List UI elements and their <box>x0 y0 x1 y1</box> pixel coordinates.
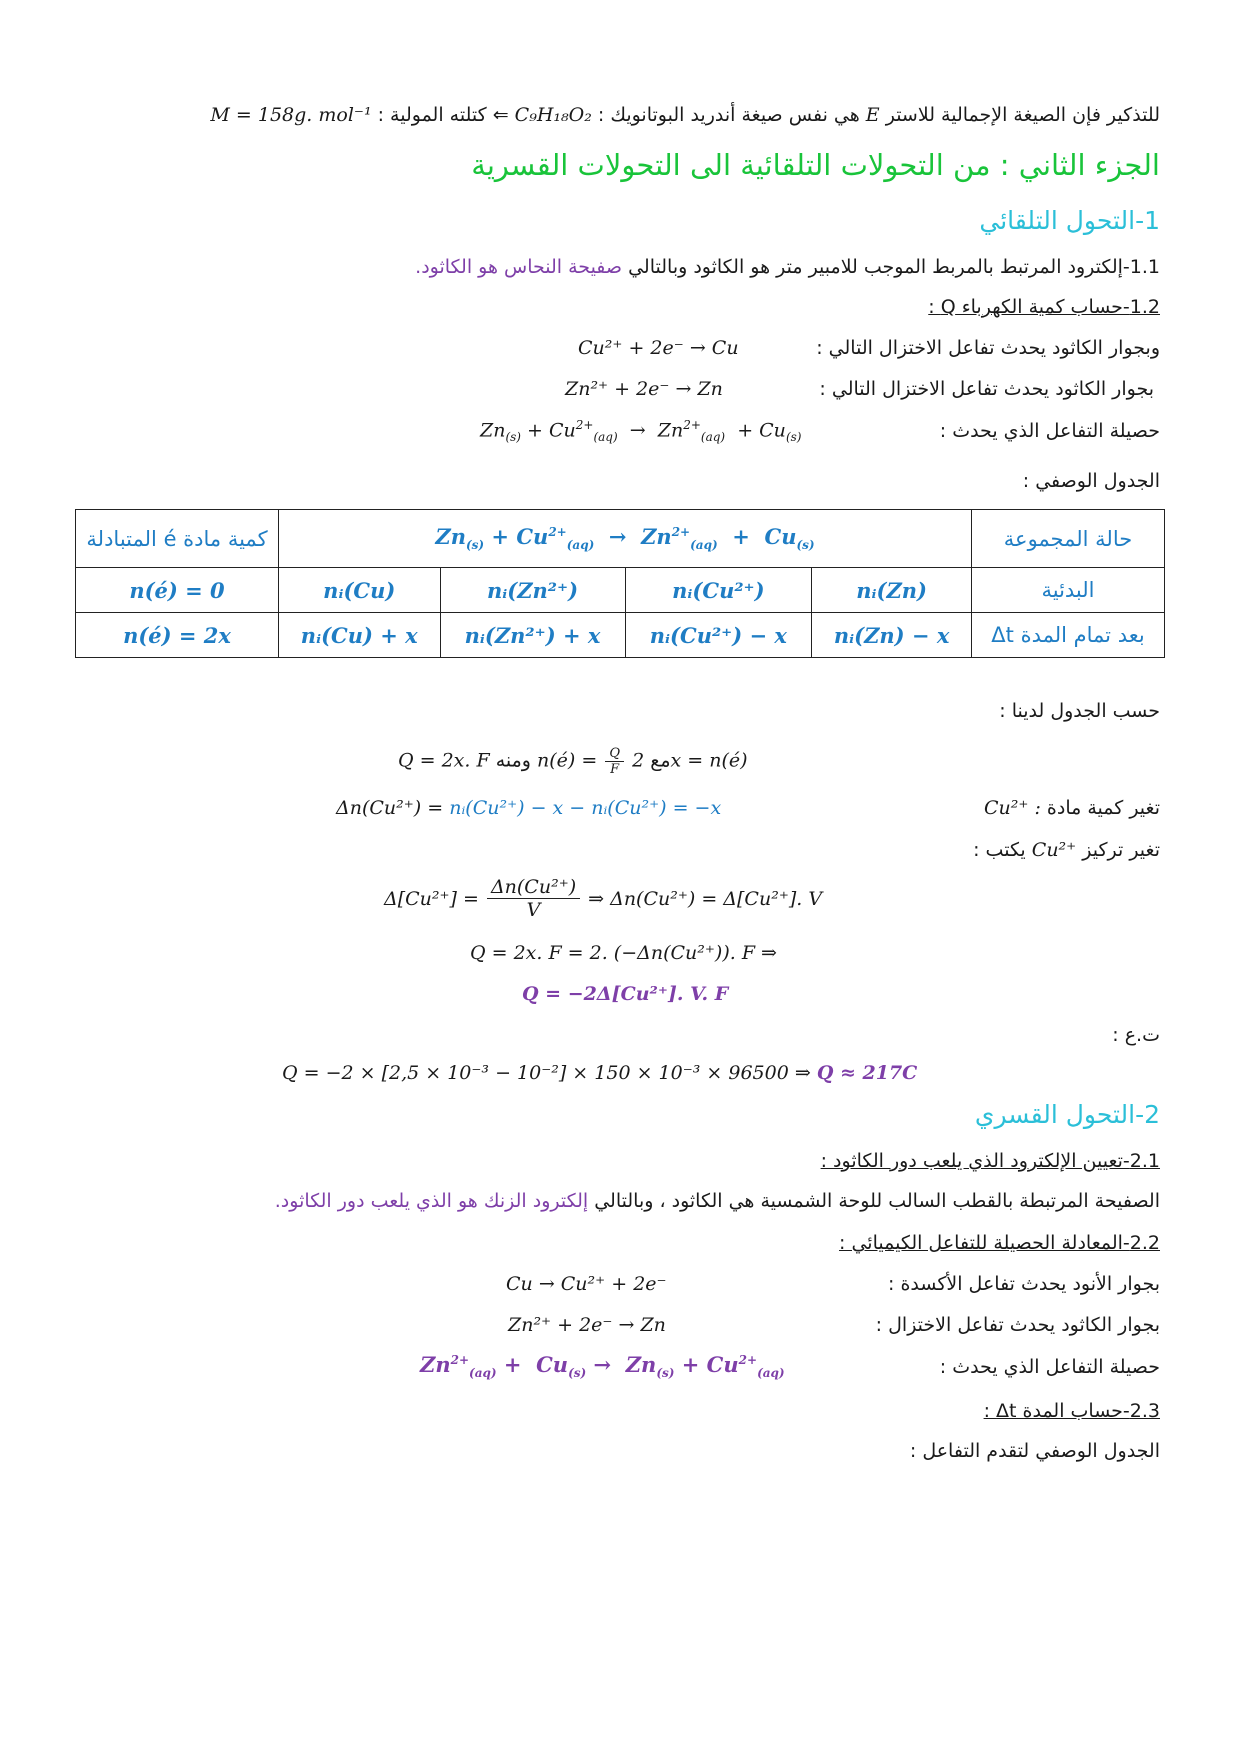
charge-eq-part1: Q = 2x. F <box>398 749 490 772</box>
cell-final-cu: nᵢ(Cu) + x <box>279 613 441 658</box>
dn-text-line <box>984 797 1160 819</box>
table-intro: الجدول الوصفي : <box>1022 470 1160 492</box>
numeric-eq-body: Q = −2 × [2,5 × 10⁻³ − 10⁻²] × 150 × 10⁻³ × 96500 ⇒ <box>282 1062 811 1084</box>
conc-eq-rhs: ⇒ Δn(Cu²⁺) = Δ[Cu²⁺]. V <box>588 887 823 910</box>
section1-title: 1-التحول التلقائي <box>979 206 1160 235</box>
cell-initial-cu: nᵢ(Cu) <box>279 568 441 613</box>
q21-answer: إلكترود الزنك هو الذي يلعب دور الكاثود. <box>274 1190 589 1212</box>
q22-overall-equation: $Zn^{2+}_{(aq)} + Cu_{(s)} \to Zn_{(s)} + Cu^{2+}_{(aq)}$ <box>420 1352 785 1381</box>
charge-eq-with: مع <box>650 749 671 772</box>
charge-equation-2: Q = 2x. F = 2. (−Δn(Cu²⁺)). F ⇒ <box>470 942 777 964</box>
question-2-1-heading: 2.1-تعيين الإلكترود الذي يلعب دور الكاثود : <box>820 1150 1160 1172</box>
numeric-equation <box>282 1062 917 1084</box>
charge-eq-part3: 2x = n(é) <box>632 749 748 772</box>
cell-final-cu-ion: nᵢ(Cu²⁺) − x <box>625 613 812 658</box>
reminder-line <box>210 104 1160 126</box>
part2-title: الجزء الثاني : من التحولات التلقائية الى التحولات القسرية <box>471 148 1160 182</box>
anode-text: بجوار الكاثود يحدث تفاعل الاختزال التالي : <box>819 378 1154 400</box>
cell-final-electrons: n(é) = 2x <box>76 613 279 658</box>
question-2-1-answer-line <box>275 1190 1160 1212</box>
header-reaction: $Zn_{(s)} + Cu^{2+}_{(aq)} \to Zn^{2+}_{(aq)} + Cu_{(s)}$ <box>279 510 972 568</box>
conc-text: تغير تركيز <box>1082 839 1160 861</box>
q11-answer: صفيحة النحاس هو الكاثود. <box>415 256 623 278</box>
from-table-text: حسب الجدول لدينا : <box>999 700 1160 722</box>
conc-fraction-denominator: V <box>526 899 541 921</box>
charge-relation <box>398 746 748 777</box>
header-electrons: كمية مادة é المتبادلة <box>76 510 279 568</box>
question-2-3-heading: 2.3-حساب المدة Δt : <box>983 1400 1160 1422</box>
conc-fraction <box>487 876 580 921</box>
cell-final-zn: nᵢ(Zn) − x <box>812 613 972 658</box>
cell-initial-electrons: n(é) = 0 <box>76 568 279 613</box>
q22-cathode-text: بجوار الكاثود يحدث تفاعل الاختزال : <box>875 1314 1160 1336</box>
dn-eq-rhs: nᵢ(Cu²⁺) − x − nᵢ(Cu²⁺) = −x <box>449 797 722 819</box>
q23-text: الجدول الوصفي لتقدم التفاعل : <box>909 1440 1160 1462</box>
dn-text: تغير كمية مادة <box>1046 797 1160 819</box>
charge-eq-part2: n(é) = <box>537 749 598 772</box>
table-header-row <box>76 510 1165 568</box>
reminder-text: للتذكير فإن الصيغة الإجمالية للاستر <box>885 104 1160 126</box>
cell-initial-zn: nᵢ(Zn) <box>812 568 972 613</box>
q22-anode-text: بجوار الأنود يحدث تفاعل الأكسدة : <box>888 1273 1160 1295</box>
reminder-text-3: ⇐ كتلته المولية : <box>377 104 509 126</box>
cell-initial-cu-ion: nᵢ(Cu²⁺) <box>625 568 812 613</box>
q11-label: 1.1- <box>1122 256 1160 278</box>
question-1-2-heading: 1.2-حساب كمية الكهرباء Q : <box>928 296 1160 318</box>
numeric-result: Q ≈ 217C <box>816 1062 918 1084</box>
ester-formula: C₉H₁₈O₂ <box>514 104 592 126</box>
progress-table <box>75 509 1165 658</box>
conc-text-2: يكتب : <box>973 839 1026 861</box>
q21-text: الصفيحة المرتبطة بالقطب السالب للوحة الشمسية هي الكاثود ، وبالتالي <box>588 1190 1160 1212</box>
table-row-final <box>76 613 1165 658</box>
dn-equation <box>336 797 721 819</box>
conc-text-line <box>973 839 1160 861</box>
cathode-text: وبجوار الكاثود يحدث تفاعل الاختزال التالي : <box>816 337 1160 359</box>
header-state: حالة المجموعة <box>972 510 1165 568</box>
numeric-label: ت.ع : <box>1112 1024 1160 1046</box>
section2-title: 2-التحول القسري <box>974 1100 1160 1129</box>
charge-eq-and: ومنه <box>495 749 531 772</box>
q22-cathode-equation: Zn²⁺ + 2e⁻ → Zn <box>508 1314 666 1336</box>
conc-equation <box>384 876 822 921</box>
overall-reaction-equation: $Zn_{(s)} + Cu^{2+}_{(aq)} \to Zn^{2+}_{(aq)} + Cu_{(s)}$ <box>480 418 802 445</box>
anode-equation: Zn²⁺ + 2e⁻ → Zn <box>565 378 723 400</box>
dn-eq-lhs: Δn(Cu²⁺) = <box>336 797 444 819</box>
reminder-text-2: هي نفس صيغة أندريد البوتانويك : <box>597 104 860 126</box>
q22-anode-equation: Cu → Cu²⁺ + 2e⁻ <box>506 1273 667 1295</box>
charge-final-formula: Q = −2Δ[Cu²⁺]. V. F <box>522 983 729 1005</box>
question-2-2-heading: 2.2-المعادلة الحصيلة للتفاعل الكيميائي : <box>839 1232 1160 1254</box>
ester-symbol: E <box>865 104 880 126</box>
molar-mass: M = 158g. mol⁻¹ <box>210 104 372 126</box>
conc-eq-lhs: Δ[Cu²⁺] = <box>384 887 479 910</box>
cathode-equation: Cu²⁺ + 2e⁻ → Cu <box>578 337 739 359</box>
cell-initial-label: البدئية <box>972 568 1165 613</box>
cell-final-zn-ion: nᵢ(Zn²⁺) + x <box>440 613 625 658</box>
cell-initial-zn-ion: nᵢ(Zn²⁺) <box>440 568 625 613</box>
question-1-1 <box>415 256 1160 278</box>
q22-overall-text: حصيلة التفاعل الذي يحدث : <box>939 1356 1160 1378</box>
table-row-initial <box>76 568 1165 613</box>
cell-final-label: بعد تمام المدة Δt <box>972 613 1165 658</box>
dn-species: Cu²⁺ : <box>983 797 1041 819</box>
conc-species: Cu²⁺ <box>1031 839 1077 861</box>
q-over-f-fraction: $\frac{Q}{F}$ <box>605 746 624 777</box>
q11-text: إلكترود المرتبط بالمربط الموجب للامبير متر هو الكاثود وبالتالي <box>622 256 1123 278</box>
conc-fraction-numerator: Δn(Cu²⁺) <box>487 876 580 899</box>
overall-reaction-text: حصيلة التفاعل الذي يحدث : <box>939 420 1160 442</box>
